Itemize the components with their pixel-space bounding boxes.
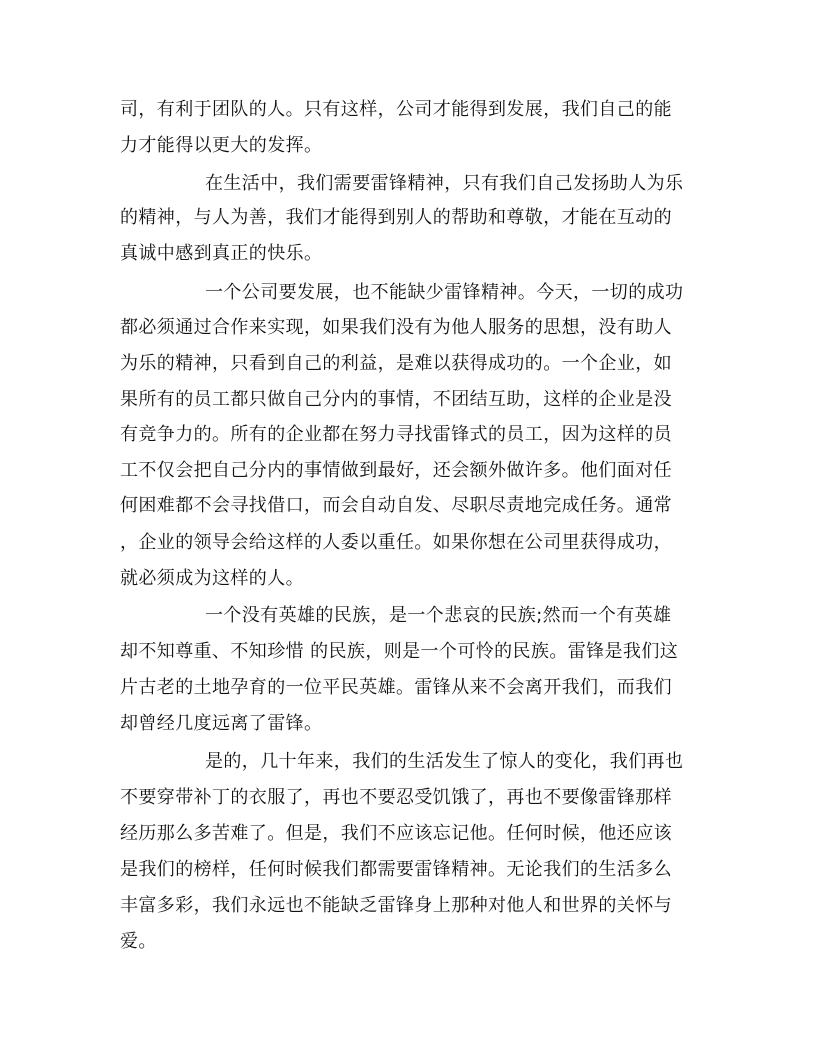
text-line: 的精神，与人为善，我们才能得到别人的帮助和尊敬，才能在互动的 — [120, 207, 672, 228]
text-line: 片古老的土地孕育的一位平民英雄。雷锋从来不会离开我们，而我们 — [120, 677, 672, 698]
text-line: 丰富多彩，我们永远也不能缺乏雷锋身上那种对他人和世界的关怀与 — [120, 895, 672, 916]
text-line: 不要穿带补丁的衣服了，再也不要忍受饥饿了，再也不要像雷锋那样 — [120, 787, 672, 808]
paragraph-first-line: 一个公司要发展，也不能缺少雷锋精神。今天，一切的成功 — [205, 282, 684, 303]
text-line: 却不知尊重、不知珍惜 的民族，则是一个可怜的民族。雷锋是我们这 — [120, 641, 679, 662]
paragraph-first-line: 一个没有英雄的民族，是一个悲哀的民族;然而一个有英雄 — [205, 605, 672, 626]
text-line: 何困难都不会寻找借口，而会自动自发、尽职尽责地完成任务。通常 — [120, 495, 672, 516]
text-line: 都必须通过合作来实现，如果我们没有为他人服务的思想，没有助人 — [120, 317, 672, 338]
paragraph-first-line: 在生活中，我们需要雷锋精神，只有我们自己发扬助人为乐 — [205, 173, 684, 194]
text-line: 果所有的员工都只做自己分内的事情，不团结互助，这样的企业是没 — [120, 389, 672, 410]
paragraph-first-line: 是的，几十年来，我们的生活发生了惊人的变化，我们再也 — [205, 751, 684, 772]
text-line: 有竞争力的。所有的企业都在努力寻找雷锋式的员工，因为这样的员 — [120, 424, 672, 445]
text-line: 是我们的榜样，任何时候我们都需要雷锋精神。无论我们的生活多么 — [120, 859, 672, 880]
text-line: ，企业的领导会给这样的人委以重任。如果你想在公司里获得成功， — [120, 532, 672, 553]
text-line: 就必须成为这样的人。 — [120, 568, 304, 589]
text-line: 经历那么多苦难了。但是，我们不应该忘记他。任何时候，他还应该 — [120, 823, 672, 844]
text-line: 工不仅会把自己分内的事情做到最好，还会额外做许多。他们面对任 — [120, 460, 672, 481]
text-line: 真诚中感到真正的快乐。 — [120, 243, 323, 264]
text-line: 却曾经几度远离了雷锋。 — [120, 713, 323, 734]
text-line: 爱。 — [120, 931, 157, 952]
text-line: 为乐的精神，只看到自己的利益，是难以获得成功的。一个企业，如 — [120, 353, 672, 374]
text-line: 司，有利于团队的人。只有这样，公司才能得到发展，我们自己的能 — [120, 99, 672, 120]
text-line: 力才能得以更大的发挥。 — [120, 135, 323, 156]
